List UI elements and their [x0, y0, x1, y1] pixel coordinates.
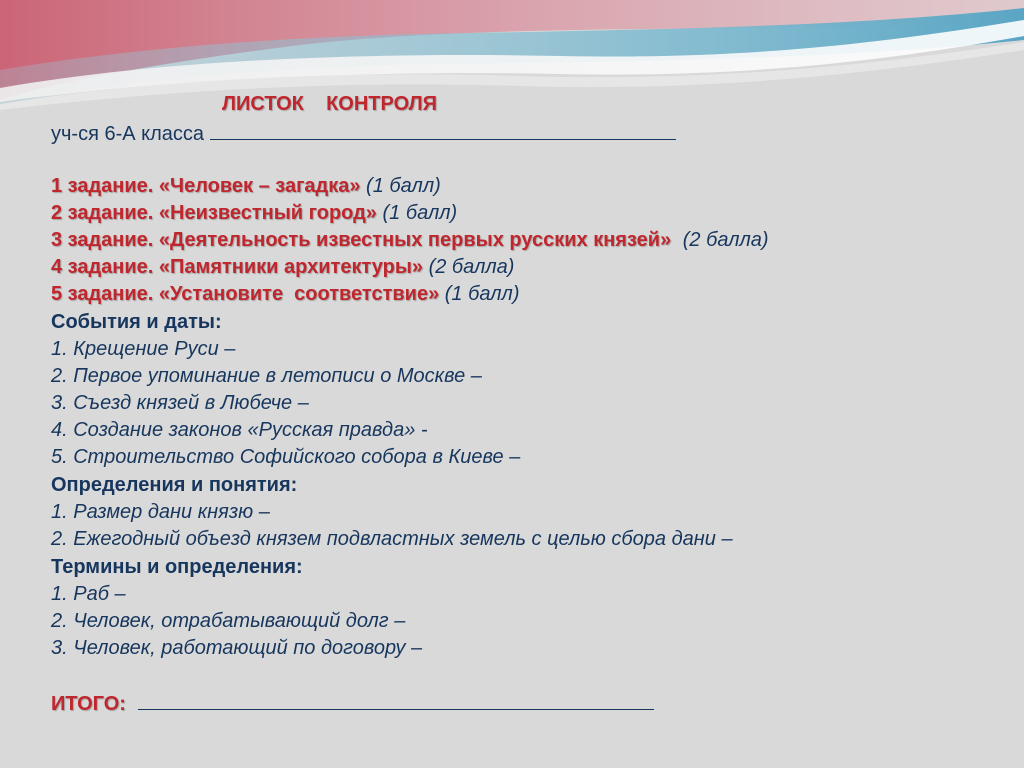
student-name-blank[interactable]: [210, 123, 676, 140]
task-label: 5 задание. «Установите соответствие»: [51, 283, 440, 305]
decorative-wave-header: [0, 0, 1024, 110]
event-item: 2. Первое упоминание в летописи о Москве –: [51, 365, 482, 387]
event-item: 3. Съезд князей в Любече –: [51, 392, 309, 414]
events-heading: События и даты:: [51, 311, 222, 333]
task-label: 4 задание. «Памятники архитектуры»: [51, 256, 424, 278]
task-points: (1 балл): [382, 202, 458, 224]
task-points: (1 балл): [444, 283, 520, 305]
total-line: [51, 692, 654, 716]
task-label: 3 задание. «Деятельность известных первых русских князей»: [51, 229, 672, 251]
event-item: 4. Создание законов «Русская правда» -: [51, 419, 428, 441]
task-points: (2 балла): [428, 256, 515, 278]
task-points: (2 балла): [682, 229, 769, 251]
student-line: [51, 122, 676, 146]
definition-item: 2. Ежегодный объезд князем подвластных земель с целью сбора дани –: [51, 528, 733, 550]
total-label: ИТОГО:: [51, 693, 126, 715]
definitions-heading: Определения и понятия:: [51, 474, 298, 496]
task-4: [51, 255, 514, 279]
term-item: 3. Человек, работающий по договору –: [51, 637, 423, 659]
task-1: [51, 174, 441, 198]
task-points: (1 балл): [366, 175, 441, 197]
terms-heading: Термины и определения:: [51, 556, 303, 578]
task-label: 2 задание. «Неизвестный город»: [51, 202, 377, 224]
task-3: [51, 228, 769, 252]
task-label: 1 задание. «Человек – загадка»: [51, 175, 361, 197]
term-item: 2. Человек, отрабатывающий долг –: [51, 610, 406, 632]
task-5: [51, 282, 519, 306]
student-line-label: уч-ся 6-А класса: [51, 123, 205, 145]
event-item: 5. Строительство Софийского собора в Киеве –: [51, 446, 521, 468]
event-item: 1. Крещение Руси –: [51, 338, 236, 360]
definition-item: 1. Размер дани князю –: [51, 501, 270, 523]
task-2: [51, 201, 457, 225]
page-title: ЛИСТОК КОНТРОЛЯ: [222, 93, 438, 115]
term-item: 1. Раб –: [51, 583, 126, 605]
total-blank[interactable]: [138, 693, 654, 710]
